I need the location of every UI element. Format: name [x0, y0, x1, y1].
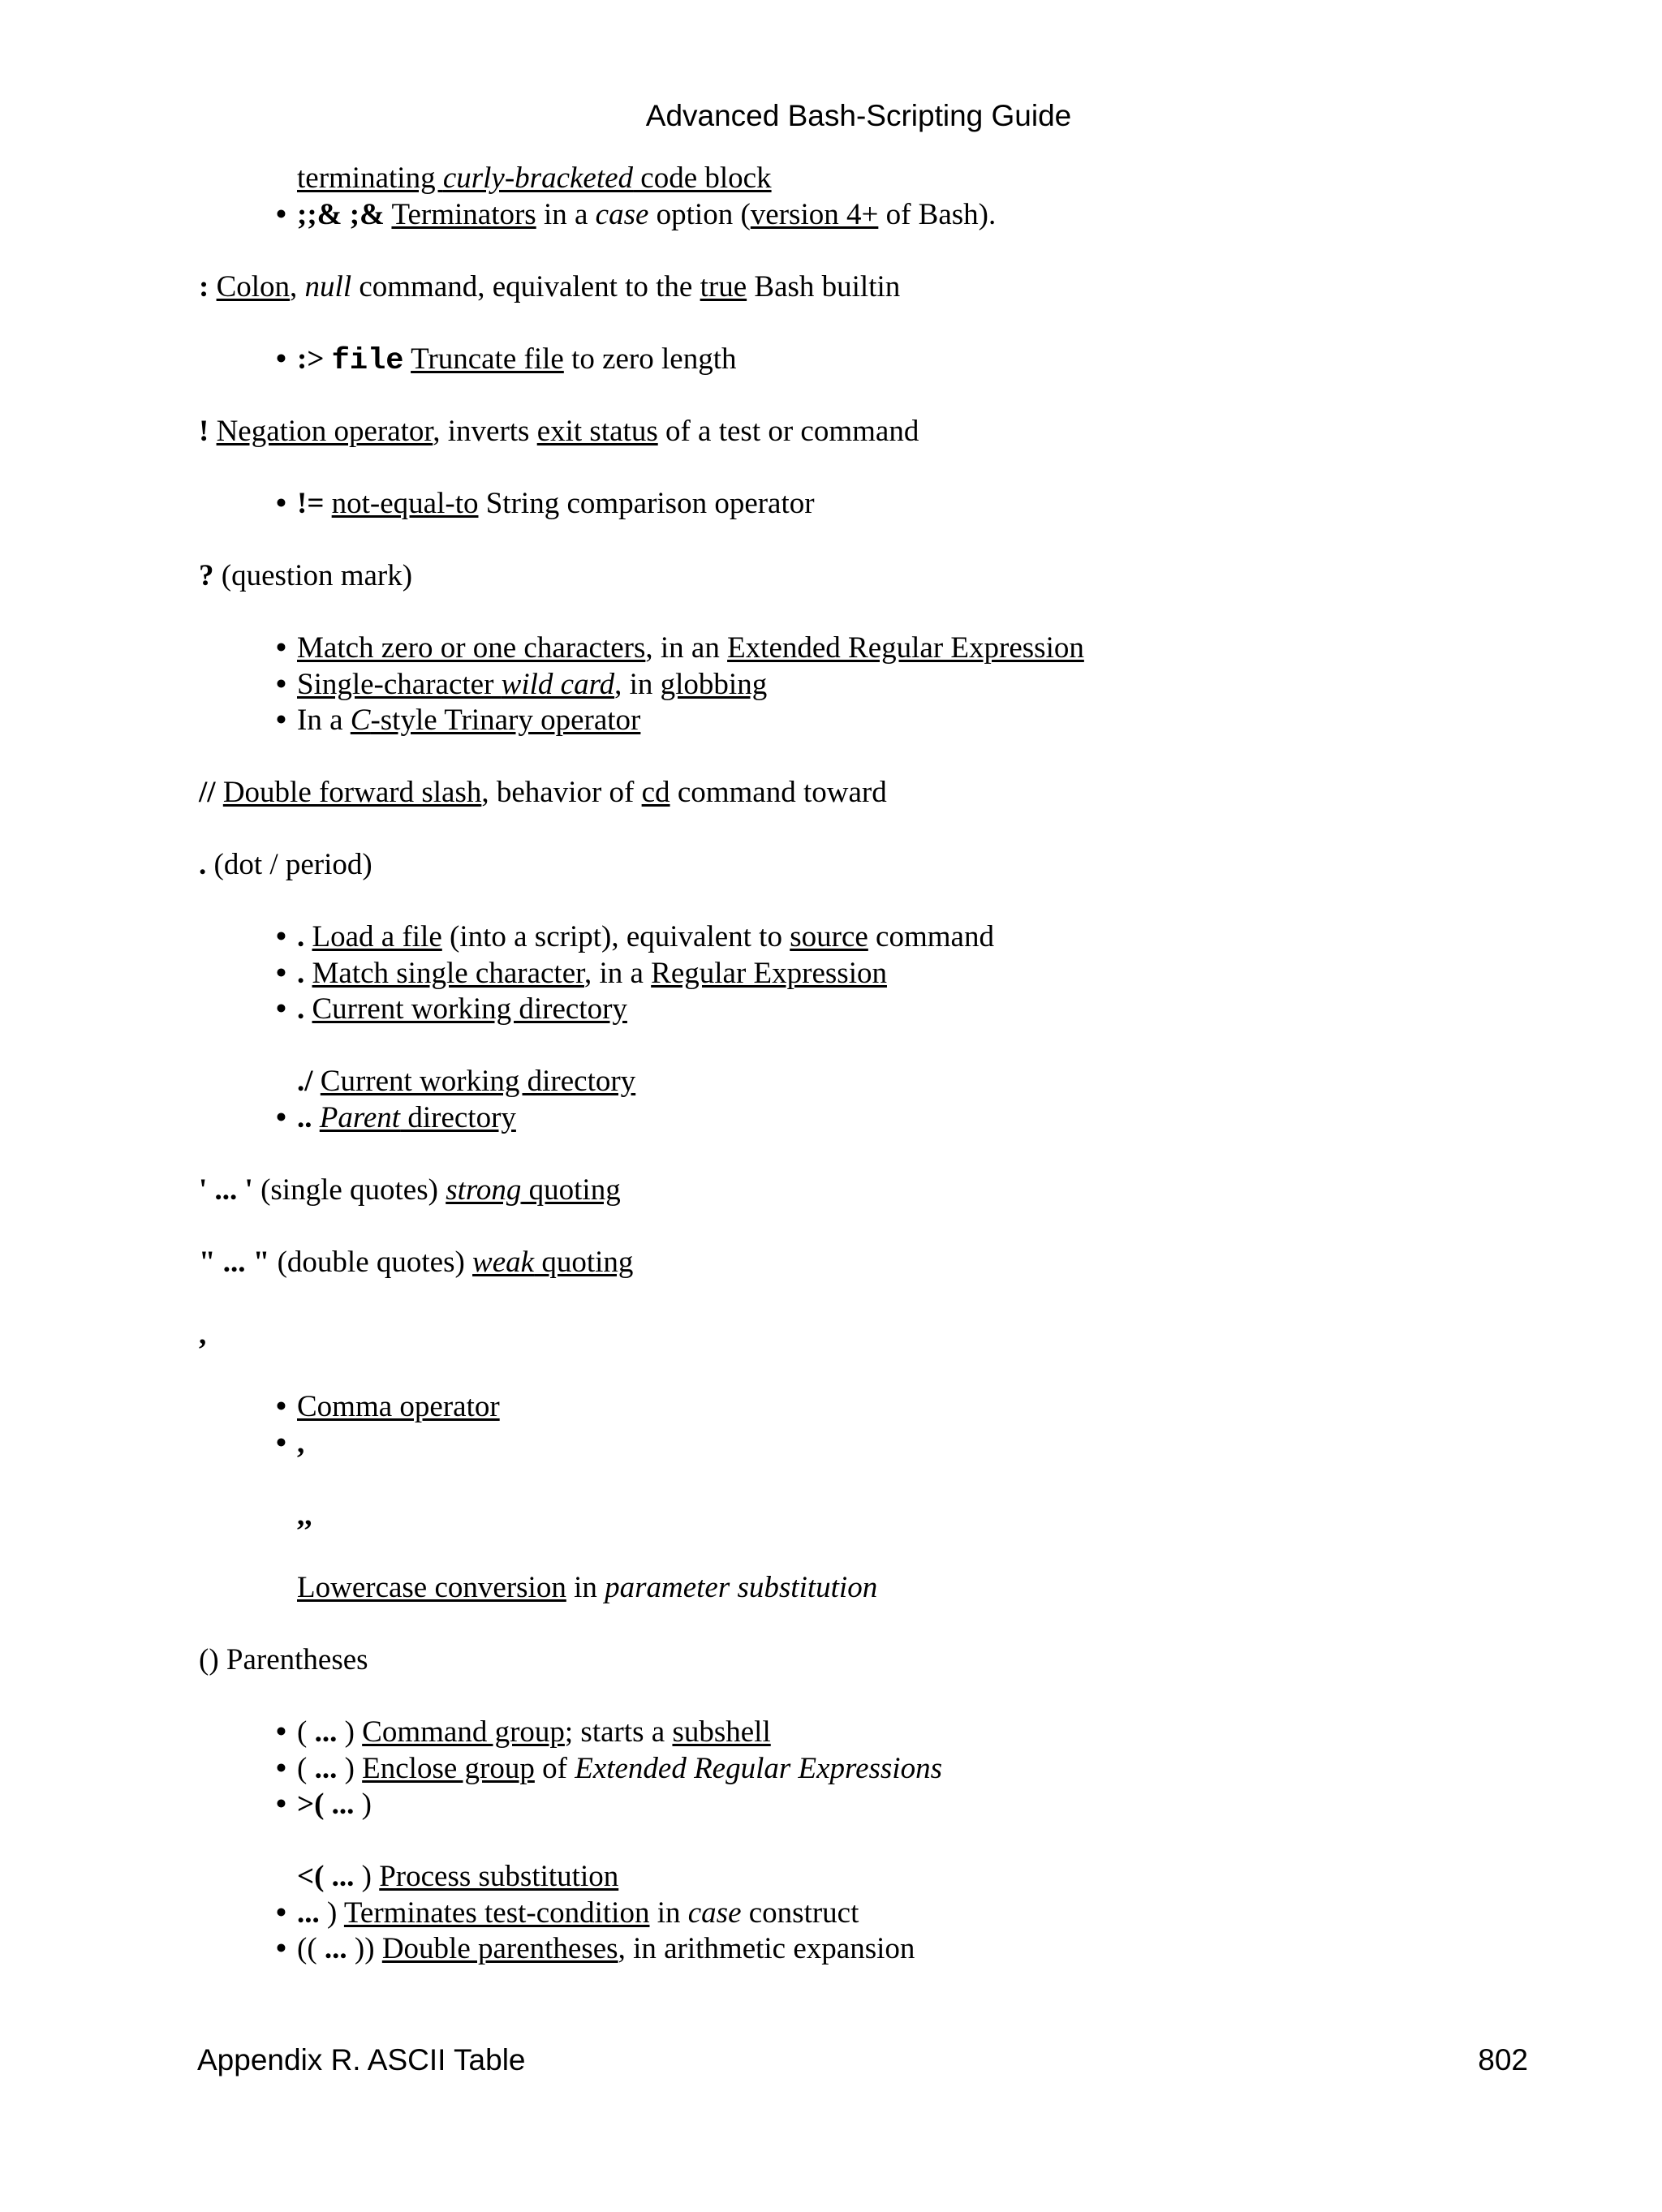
link[interactable]: Current working directory: [312, 992, 627, 1026]
link[interactable]: Single-character wild card: [297, 668, 615, 701]
link[interactable]: strong quoting: [446, 1173, 621, 1207]
list-item: [276, 992, 627, 1027]
list-item: • :> file Truncate file to zero length: [276, 342, 737, 379]
link[interactable]: version 4+: [750, 198, 879, 231]
link[interactable]: Current working directory: [320, 1065, 636, 1098]
index-entry: [199, 1317, 206, 1353]
symbol: .: [297, 920, 305, 953]
list-item: • ( ... ) Enclose group of Extended Regular Expressions: [276, 1751, 942, 1787]
index-entry: " ... " (double quotes) weak quoting: [199, 1246, 634, 1279]
index-entry: () Parentheses: [199, 1643, 368, 1676]
symbol: .: [297, 957, 305, 990]
link[interactable]: source: [790, 920, 868, 953]
list-item: • . Load a file (into a script), equivalent to source command: [276, 919, 994, 955]
index-entry: . (dot / period): [199, 848, 372, 881]
symbol: !: [199, 415, 209, 448]
list-item: [276, 1389, 500, 1425]
symbol: :: [199, 270, 209, 303]
link[interactable]: Truncate file: [411, 342, 564, 376]
link[interactable]: exit status: [536, 415, 658, 448]
symbol: .: [199, 848, 207, 881]
symbol: ;;& ;&: [297, 198, 385, 231]
link[interactable]: Regular Expression: [651, 957, 887, 990]
text-line: [297, 1498, 312, 1534]
link[interactable]: Double forward slash: [222, 776, 482, 809]
link[interactable]: Negation operator: [216, 415, 433, 448]
list-item: [276, 1426, 304, 1461]
index-entry: ! Negation operator, inverts exit status of a test or command: [199, 415, 919, 448]
index-entry: // Double forward slash, behavior of cd command toward: [199, 776, 887, 809]
list-item: • In a C-style Trinary operator: [276, 703, 640, 738]
list-item: • ( ... ) Command group; starts a subshell: [276, 1715, 771, 1750]
index-entry: ' ... ' (single quotes) strong quoting: [199, 1173, 621, 1207]
link[interactable]: Lowercase conversion: [297, 1571, 566, 1604]
list-item: [276, 1100, 516, 1136]
list-item: • Single-character wild card, in globbing: [276, 667, 767, 703]
link[interactable]: subshell: [672, 1715, 771, 1749]
list-item: • >( ... ): [276, 1787, 372, 1823]
symbol: .: [297, 992, 305, 1026]
symbol: ,,: [297, 1499, 312, 1532]
code-text: file: [331, 344, 404, 378]
symbol: <( ...: [297, 1860, 355, 1893]
symbol: ?: [199, 559, 214, 592]
symbol: >( ...: [297, 1788, 355, 1821]
symbol: ...: [314, 1752, 338, 1785]
page-number: 802: [1478, 2043, 1528, 2076]
link[interactable]: globbing: [660, 668, 768, 701]
link[interactable]: Terminators: [391, 198, 536, 231]
link[interactable]: Match zero or one characters: [297, 631, 646, 665]
page-header: Advanced Bash-Scripting Guide: [645, 99, 1072, 132]
text-line: Lowercase conversion in parameter substitution: [297, 1571, 878, 1604]
link[interactable]: cd: [641, 776, 670, 809]
link[interactable]: Extended Regular Expression: [727, 631, 1084, 665]
symbol: !=: [297, 487, 325, 520]
link[interactable]: terminating curly-bracketed code block: [297, 161, 772, 195]
symbol: ' ... ': [199, 1173, 253, 1207]
link[interactable]: true: [700, 270, 747, 303]
index-entry: ? (question mark): [199, 559, 413, 592]
link[interactable]: weak quoting: [472, 1246, 634, 1279]
symbol: ..: [297, 1101, 312, 1134]
symbol: ...: [297, 1896, 320, 1930]
link[interactable]: Match single character: [312, 957, 584, 990]
link[interactable]: C-style Trinary operator: [350, 704, 641, 737]
symbol: ,: [297, 1427, 305, 1460]
link[interactable]: Double parentheses: [381, 1932, 618, 1965]
link[interactable]: Enclose group: [362, 1752, 535, 1785]
index-entry: : Colon, null command, equivalent to the true Bash builtin: [199, 270, 901, 303]
link[interactable]: Process substitution: [379, 1860, 619, 1893]
footer-chapter: Appendix R. ASCII Table: [197, 2043, 526, 2076]
symbol: ...: [324, 1932, 347, 1965]
link[interactable]: Load a file: [312, 920, 442, 953]
link[interactable]: Parent directory: [319, 1101, 516, 1134]
link[interactable]: not-equal-to: [331, 487, 479, 520]
list-item: • ;;& ;& Terminators in a case option (version 4+ of Bash).: [276, 197, 996, 233]
list-item: • ... ) Terminates test-condition in case construct: [276, 1896, 859, 1931]
symbol: ./: [297, 1065, 313, 1098]
list-item: • != not-equal-to String comparison operator: [276, 486, 815, 522]
list-item: • (( ... )) Double parentheses, in arithmetic expansion: [276, 1931, 915, 1967]
link[interactable]: Command group: [362, 1715, 565, 1749]
list-item: • Match zero or one characters, in an Extended Regular Expression: [276, 630, 1084, 666]
text-line: [297, 1064, 635, 1100]
symbol: " ... ": [199, 1246, 270, 1279]
symbol: :>: [297, 342, 325, 376]
link[interactable]: Colon: [216, 270, 291, 303]
list-item: • . Match single character, in a Regular Expression: [276, 956, 887, 992]
text-line: <( ... ) Process substitution: [297, 1860, 619, 1893]
symbol: ,: [199, 1318, 207, 1351]
link[interactable]: Comma operator: [297, 1390, 500, 1423]
symbol: ...: [314, 1715, 338, 1749]
symbol: //: [199, 776, 216, 809]
text-line: [297, 161, 772, 196]
link[interactable]: Terminates test-condition: [343, 1896, 650, 1930]
